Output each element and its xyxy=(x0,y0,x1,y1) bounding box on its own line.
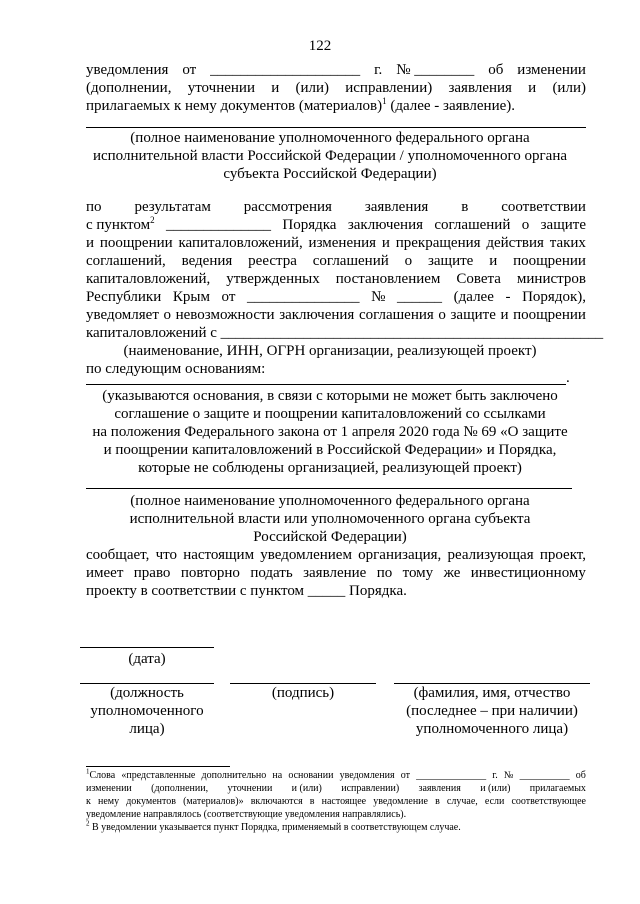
word: прилагаемых xyxy=(529,783,586,794)
caption-authority-l3: субъекта Российской Федерации) xyxy=(223,166,437,182)
word: уточнении xyxy=(187,80,255,96)
word: соответствующее xyxy=(511,796,586,807)
fio-caption-l3: уполномоченного лица) xyxy=(415,721,569,737)
position-line xyxy=(80,683,214,684)
word: министров xyxy=(516,271,586,287)
p2-line1 xyxy=(86,199,586,216)
p1-line1 xyxy=(86,62,586,79)
word: и xyxy=(500,307,509,323)
word: Совета xyxy=(456,271,501,287)
word: нему xyxy=(97,796,120,807)
word: Порядка xyxy=(282,217,337,233)
word: сообщает, xyxy=(86,547,150,563)
word: невозможности xyxy=(175,307,275,323)
fio-caption-l2: (последнее – при наличии) xyxy=(406,703,578,719)
p2-line4 xyxy=(86,253,586,270)
footnote-separator xyxy=(86,766,230,767)
word: документов xyxy=(126,796,176,807)
word: и xyxy=(271,80,280,96)
caption-grounds-l1: (указываются основания, в связи с которыми не может быть заключено xyxy=(102,388,558,404)
word: проект, xyxy=(539,547,586,563)
word: изменении xyxy=(517,62,586,78)
p3-line1 xyxy=(86,547,586,564)
blank-line-grounds xyxy=(86,384,566,385)
caption-authority2-l1: (полное наименование уполномоченного федерального органа xyxy=(130,493,530,509)
word: (материалов)» xyxy=(183,796,244,807)
word: реестра xyxy=(248,253,297,269)
word: по xyxy=(376,565,393,581)
word: же xyxy=(443,565,461,581)
word: защите xyxy=(540,217,586,233)
word: что xyxy=(155,547,177,563)
blank-line-authority xyxy=(86,127,586,128)
word: соглашений xyxy=(312,253,389,269)
word: _______________ xyxy=(247,289,360,305)
word: и xyxy=(381,235,390,251)
word: имеет xyxy=(86,565,124,581)
caption-grounds-l3: на положения Федерального закона от 1 апреля 2020 года № 69 «О защите xyxy=(92,424,568,440)
word: ____________________ xyxy=(210,62,361,78)
caption-grounds-l2: соглашение о защите и поощрении капиталовложений со ссылками xyxy=(114,406,546,422)
caption-authority2-l2: исполнительной власти или уполномоченного органа субъекта xyxy=(129,511,531,527)
word: о xyxy=(438,307,446,323)
word: соответствии xyxy=(501,199,586,215)
word: и xyxy=(489,253,498,269)
word: (дополнении, xyxy=(86,80,172,96)
word: г. xyxy=(374,62,383,78)
word: заключения xyxy=(347,217,423,233)
word: ______________ xyxy=(166,217,271,233)
p2-line7 xyxy=(86,307,586,324)
word: уточнении xyxy=(227,783,273,794)
word: поощрении xyxy=(513,253,586,269)
word: защите xyxy=(450,307,496,323)
word: прекращения xyxy=(395,235,481,251)
word: включаются xyxy=(250,796,303,807)
word: о xyxy=(163,307,171,323)
word: о xyxy=(521,217,530,233)
word: результатам xyxy=(134,199,211,215)
word: инвестиционному xyxy=(470,565,586,581)
word: заключения xyxy=(279,307,355,323)
date-caption: (дата) xyxy=(128,651,166,667)
signature-line xyxy=(230,683,376,684)
word: настоящим xyxy=(183,547,255,563)
fio-line xyxy=(394,683,590,684)
word: если xyxy=(484,796,505,807)
word: уведомлением xyxy=(260,547,352,563)
footnote1-line1: $^1$Слова «представленные дополнительно на основании уведомления от ______________ г. № __________ об xyxy=(86,767,586,781)
caption-organization: (наименование, ИНН, ОГРН организации, реализующей проект) xyxy=(123,343,537,359)
word: в xyxy=(461,199,469,215)
p2-line5 xyxy=(86,271,586,288)
word: поощрении xyxy=(99,235,173,251)
word: и (или) xyxy=(291,783,322,794)
word: соглашений, xyxy=(86,253,166,269)
page-number: 122 xyxy=(308,38,332,54)
p2-line8: капиталовложений с ___________________________________________________ xyxy=(86,325,604,341)
word: капиталовложений, xyxy=(178,235,303,251)
blank-line-authority-2 xyxy=(86,488,572,489)
word: в xyxy=(309,796,315,807)
word: в xyxy=(435,796,440,807)
word: повторно xyxy=(180,565,240,581)
word: и xyxy=(86,235,95,251)
word: заявления xyxy=(448,80,512,96)
word: заявление xyxy=(303,565,367,581)
word: реализующая xyxy=(447,547,534,563)
p2-line6 xyxy=(86,289,586,306)
grounds-line-end: . xyxy=(566,370,570,386)
word: изменения xyxy=(308,235,377,251)
signature-caption: (подпись) xyxy=(271,685,335,701)
grounds-label: по следующим основаниям: xyxy=(86,361,266,377)
word: защите xyxy=(427,253,474,269)
word: - xyxy=(505,289,511,305)
word: таких xyxy=(549,235,586,251)
word: Порядок), xyxy=(522,289,586,305)
footnote1-line3 xyxy=(86,796,586,808)
word: поощрении xyxy=(513,307,586,323)
caption-authority-l2: исполнительной власти Российской Федерации / уполномоченного органа xyxy=(92,148,568,164)
word: действия xyxy=(486,235,544,251)
word: (далее xyxy=(453,289,494,305)
footnote2: $^2$ В уведомлении указывается пункт Порядка, применяемый в соответствующем случае. xyxy=(86,819,461,833)
word: постановлением xyxy=(335,271,441,287)
word: тому xyxy=(402,565,434,581)
word: капиталовложений, xyxy=(86,271,211,287)
word: Республики xyxy=(86,289,162,305)
word: уведомление xyxy=(373,796,428,807)
word: от xyxy=(221,289,236,305)
p3-line3: проекту в соответствии с пунктом _____ Порядка. xyxy=(86,583,407,599)
word: (дополнении, xyxy=(151,783,209,794)
fio-caption-l1: (фамилия, имя, отчество xyxy=(413,685,571,701)
word: заявления xyxy=(364,199,429,215)
word: настоящее xyxy=(321,796,367,807)
footnote1-line4: уведомление направлялось (соответствующие уведомления направлялись). xyxy=(86,809,407,820)
p3-line2 xyxy=(86,565,586,582)
p1-line2 xyxy=(86,80,586,97)
word: от xyxy=(182,62,197,78)
word: ______ xyxy=(397,289,443,305)
word: о xyxy=(404,253,413,269)
word: исправлении) xyxy=(345,80,433,96)
position-caption-l3: лица) xyxy=(129,721,165,737)
word: соглашений xyxy=(434,217,511,233)
position-caption-l2: уполномоченного xyxy=(90,703,204,719)
word: и xyxy=(528,80,537,96)
caption-authority2-l3: Российской Федерации) xyxy=(253,529,407,545)
word: организация, xyxy=(358,547,442,563)
word: (или) xyxy=(295,80,330,96)
word: случае, xyxy=(446,796,478,807)
word: и (или) xyxy=(480,783,511,794)
word: ведения xyxy=(181,253,233,269)
word: право xyxy=(133,565,171,581)
word: уведомления xyxy=(86,62,169,78)
p2-line3 xyxy=(86,235,586,252)
p1-line3: прилагаемых к нему документов (материалов)$^1$ (далее - заявление). xyxy=(86,96,516,114)
position-caption-l1: (должность xyxy=(110,685,184,701)
footnote1-line2 xyxy=(86,783,586,795)
word: соглашения xyxy=(358,307,434,323)
caption-grounds-l4: и поощрении капиталовложений в Российской Федерации» и Порядка, xyxy=(103,442,557,458)
word: подать xyxy=(250,565,293,581)
word: об xyxy=(488,62,504,78)
word: заявления xyxy=(418,783,461,794)
word: по xyxy=(86,199,102,215)
word: № ________ xyxy=(396,62,475,78)
p2-line2: с пунктом$^2$ ______________ Порядка заключения соглашений о защите xyxy=(86,215,586,233)
caption-authority-l1: (полное наименование уполномоченного федерального органа xyxy=(130,130,530,146)
word: исправлении) xyxy=(341,783,400,794)
word: Крым xyxy=(172,289,210,305)
date-line xyxy=(80,647,214,648)
word: утвержденных xyxy=(226,271,320,287)
word: изменении xyxy=(86,783,132,794)
word: (или) xyxy=(552,80,586,96)
word: рассмотрения xyxy=(243,199,332,215)
word: уведомляет xyxy=(86,307,159,323)
word: № xyxy=(371,289,386,305)
caption-grounds-l5: которые не соблюдены организацией, реализующей проект) xyxy=(138,460,522,476)
word: к xyxy=(86,796,91,807)
